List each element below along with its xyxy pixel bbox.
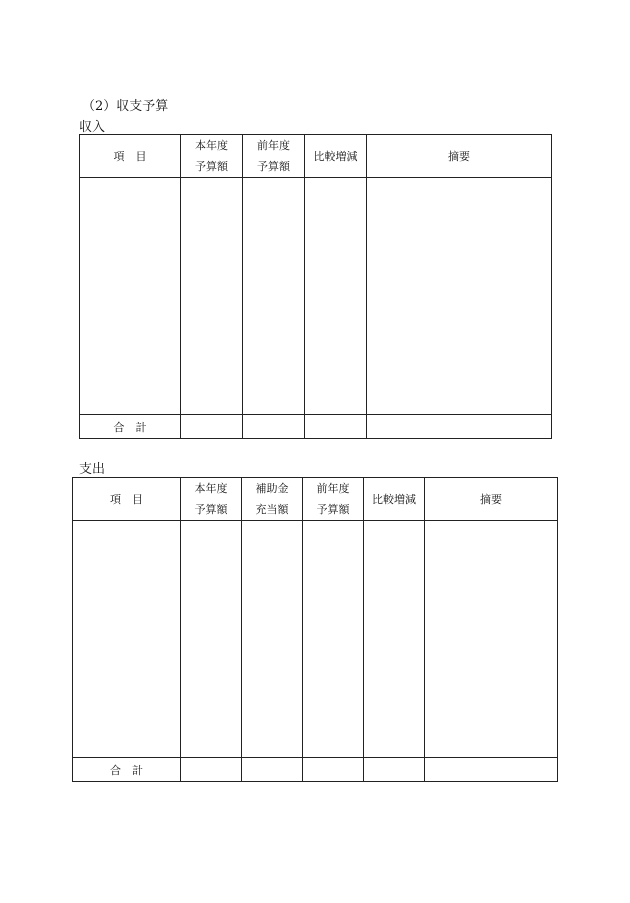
income-header-row [80, 135, 552, 178]
expense-header-current-line2: 予算額 [194, 503, 228, 516]
income-header-current [181, 135, 243, 178]
income-header-comparison: 比較増減 [305, 135, 367, 178]
expense-header-subsidy-line1: 補助金 [255, 482, 289, 495]
expense-header-subsidy-line2: 充当額 [255, 503, 289, 516]
expense-header-current-line1: 本年度 [194, 482, 228, 495]
income-cell-previous[interactable] [243, 178, 305, 415]
expense-title: 支出 [79, 462, 106, 477]
expense-cell-previous[interactable] [303, 521, 364, 758]
income-header-current-line1: 本年度 [195, 139, 228, 152]
income-header-current-line2: 予算額 [195, 160, 228, 173]
income-header-previous [243, 135, 305, 178]
expense-header-summary: 摘要 [425, 478, 558, 521]
expense-header-row [73, 478, 558, 521]
expense-cell-comparison[interactable] [364, 521, 425, 758]
expense-total-current[interactable] [181, 758, 242, 782]
expense-header-previous-line2: 予算額 [316, 503, 350, 516]
expense-body-row [73, 521, 558, 758]
expense-table [72, 477, 558, 782]
expense-total-subsidy[interactable] [242, 758, 303, 782]
income-total-row [80, 415, 552, 439]
expense-cell-current[interactable] [181, 521, 242, 758]
expense-total-previous[interactable] [303, 758, 364, 782]
income-cell-summary[interactable] [367, 178, 552, 415]
expense-cell-summary[interactable] [425, 521, 558, 758]
income-total-summary[interactable] [367, 415, 552, 439]
expense-cell-subsidy[interactable] [242, 521, 303, 758]
income-body-row [80, 178, 552, 415]
income-cell-current[interactable] [181, 178, 243, 415]
income-table [79, 134, 552, 439]
income-title: 収入 [79, 120, 106, 135]
income-total-current[interactable] [181, 415, 243, 439]
expense-cell-item[interactable] [73, 521, 181, 758]
expense-total-comparison[interactable] [364, 758, 425, 782]
income-header-previous-line1: 前年度 [257, 139, 290, 152]
expense-header-subsidy [242, 478, 303, 521]
income-cell-item[interactable] [80, 178, 181, 415]
expense-total-summary[interactable] [425, 758, 558, 782]
income-header-summary: 摘要 [367, 135, 552, 178]
income-header-previous-line2: 予算額 [257, 160, 290, 173]
section-title: （2）収支予算 [82, 99, 169, 114]
expense-header-previous-line1: 前年度 [316, 482, 350, 495]
expense-total-row [73, 758, 558, 782]
expense-header-current [181, 478, 242, 521]
expense-total-label: 合 計 [73, 758, 181, 782]
expense-header-comparison: 比較増減 [364, 478, 425, 521]
expense-header-previous [303, 478, 364, 521]
income-total-label: 合 計 [80, 415, 181, 439]
expense-header-item: 項 目 [73, 478, 181, 521]
income-total-comparison[interactable] [305, 415, 367, 439]
income-header-item: 項 目 [80, 135, 181, 178]
income-total-previous[interactable] [243, 415, 305, 439]
income-cell-comparison[interactable] [305, 178, 367, 415]
